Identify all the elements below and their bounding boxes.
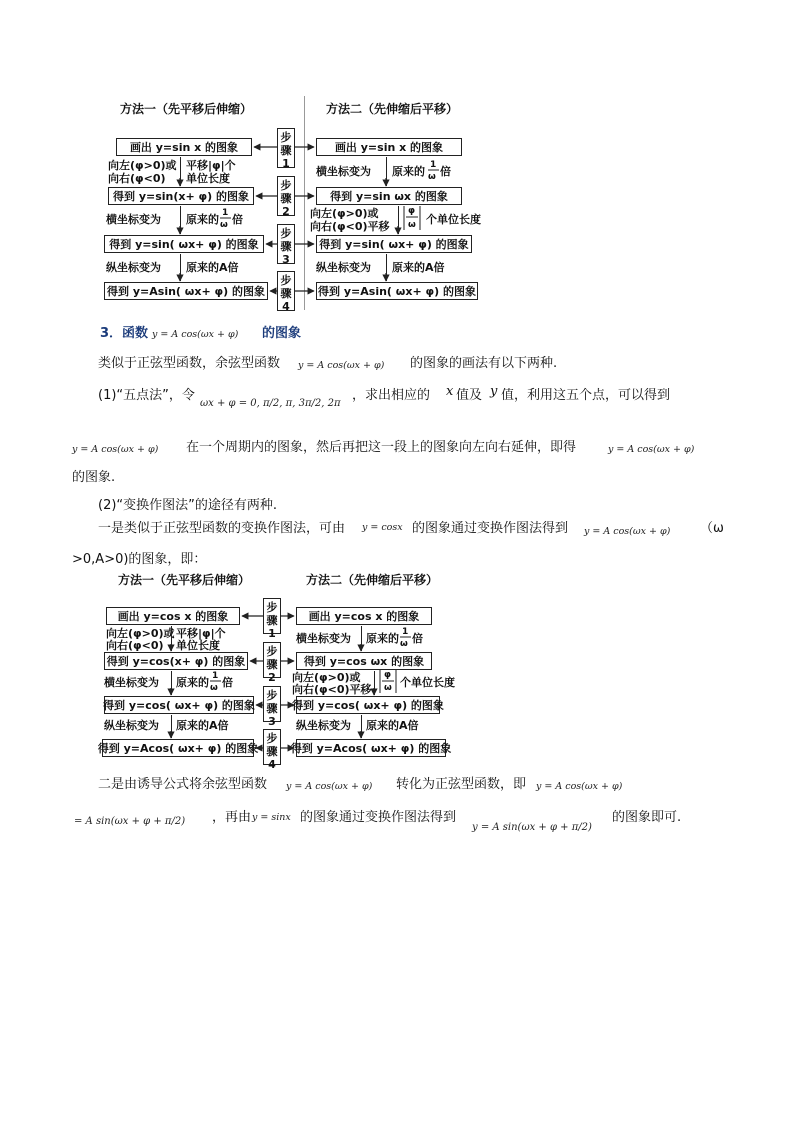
diagram2-step-4: 步骤4 (263, 729, 281, 765)
diagram2-heading-right: 方法二（先伸缩后平移） (306, 573, 439, 587)
formula-p2: ωx + φ = 0, π/2, π, 3π/2, 2π (200, 398, 341, 409)
para6-a: 一是类似于正弦型函数的变换作图法，可由 (98, 521, 346, 536)
diagram1-step-3: 步骤3 (277, 224, 295, 264)
formula-p8: y = A cos(ωx + φ) (286, 781, 373, 792)
diagram2-left-box-2: 得到 y=cos(x+ φ) 的图象 (104, 652, 248, 670)
diagram1-heading-right: 方法二（先伸缩后平移） (326, 102, 459, 116)
formula-p9: = A sin(ωx + φ + π/2) (74, 816, 186, 827)
diagram1-step-1: 步骤1 (277, 128, 295, 168)
diagram1-left-t1a: 向左(φ>0)或 (108, 159, 177, 172)
diagram1-left-box-1: 画出 y=sin x 的图象 (116, 138, 252, 156)
diagram2-left-t1c: 平移|φ|个 (176, 627, 226, 640)
diagram2-left-box-3: 得到 y=cos( ωx+ φ) 的图象 (104, 696, 254, 714)
diagram1-left-box-3: 得到 y=sin( ωx+ φ) 的图象 (104, 235, 264, 253)
diagram1-heading-left: 方法一（先平移后伸缩） (120, 102, 253, 116)
diagram2-left-t3b: 原来的A倍 (176, 719, 229, 732)
diagram2-left-t1a: 向左(φ>0)或 (106, 627, 175, 640)
para6-b: 的图象通过变换作图法得到 (412, 521, 569, 536)
diagram1-left-box-4: 得到 y=Asin( ωx+ φ) 的图象 (104, 282, 268, 300)
diagram2-left-t1d: 单位长度 (176, 639, 220, 652)
diagram1-right-t1a: 横坐标变为 (316, 165, 371, 178)
diagram1-right-frac-den: ω (428, 172, 436, 182)
para9-a: ，再由 (212, 810, 252, 825)
para2-a: (1)“五点法”，令 (98, 388, 195, 403)
section-title-suffix: 的图象 (262, 326, 302, 341)
para9-b: 的图象通过变换作图法得到 (300, 810, 457, 825)
diagram2-right-frac-omega: ω (384, 683, 392, 693)
formula-p8b: y = A cos(ωx + φ) (536, 781, 623, 792)
diagram2-right-t1b: 原来的 (366, 632, 399, 645)
diagram1-left-frac-num: 1 (222, 208, 229, 218)
para2-x: x (446, 384, 454, 399)
diagram1-right-box-2: 得到 y=sin ωx 的图象 (316, 187, 462, 205)
diagram2-left-t2b: 原来的 (176, 676, 209, 689)
diagram1-right-frac-omega: ω (408, 220, 416, 230)
diagram1-left-t1d: 单位长度 (186, 172, 230, 185)
diagram1-left-t3b: 原来的A倍 (186, 261, 239, 274)
formula-p9b: y = sinx (252, 812, 291, 823)
formula-title: y = A cos(ωx + φ) (152, 329, 239, 340)
diagram1-left-t2a: 横坐标变为 (106, 213, 161, 226)
diagram1-left-t1c: 平移|φ|个 (186, 159, 236, 172)
section-number: 3． (100, 326, 123, 341)
diagram2-right-t3a: 纵坐标变为 (296, 719, 351, 732)
diagram2-right-box-4: 得到 y=Acos( ωx+ φ) 的图象 (296, 739, 446, 757)
diagram1-right-box-3: 得到 y=sin( ωx+ φ) 的图象 (316, 235, 472, 253)
para1-a: 类似于正弦型函数，余弦型函数 (98, 356, 281, 371)
diagram2-right-box-2: 得到 y=cos ωx 的图象 (296, 652, 432, 670)
diagram1-step-4: 步骤4 (277, 271, 295, 311)
para2-y: y (490, 384, 498, 399)
diagram2-left-frac-den: ω (210, 683, 218, 693)
formula-p3b: y = A cos(ωx + φ) (608, 444, 695, 455)
diagram2-right-t1c: 倍 (412, 632, 423, 645)
diagram2-left-t2c: 倍 (222, 676, 233, 689)
diagram1-right-box-1: 画出 y=sin x 的图象 (316, 138, 462, 156)
diagram2-right-t2c: 个单位长度 (400, 676, 455, 689)
diagram1-right-t2c: 个单位长度 (426, 213, 481, 226)
diagram2-left-t3a: 纵坐标变为 (104, 719, 159, 732)
diagram1-right-t1b: 原来的 (392, 165, 425, 178)
diagram1-right-t3a: 纵坐标变为 (316, 261, 371, 274)
diagram1-right-t3b: 原来的A倍 (392, 261, 445, 274)
formula-p3: y = A cos(ωx + φ) (72, 444, 159, 455)
diagram1-left-t1b: 向右(φ<0) (108, 172, 166, 185)
diagram2-left-t1b: 向右(φ<0) (106, 639, 164, 652)
section-title-prefix: 函数 (122, 326, 149, 341)
para7: >0,A>0)的图象，即： (72, 552, 207, 567)
diagram2-right-frac-num: 1 (402, 627, 409, 637)
diagram2-step-3: 步骤3 (263, 686, 281, 722)
diagram1-right-frac-num: 1 (430, 160, 437, 170)
diagram1-left-frac-den: ω (220, 220, 228, 230)
diagram2-left-frac-num: 1 (212, 671, 219, 681)
formula-p1: y = A cos(ωx + φ) (298, 360, 385, 371)
diagram2-right-t1a: 横坐标变为 (296, 632, 351, 645)
diagram2-right-t2a: 向左(φ>0)或 (292, 671, 361, 684)
diagram2-heading-left: 方法一（先平移后伸缩） (118, 573, 251, 587)
diagram1-left-t2b: 原来的 (186, 213, 219, 226)
diagram1-right-t1c: 倍 (440, 165, 451, 178)
diagram2-left-box-4: 得到 y=Acos( ωx+ φ) 的图象 (102, 739, 254, 757)
para8-a: 二是由诱导公式将余弦型函数 (98, 777, 268, 792)
diagram2-right-box-3: 得到 y=cos( ωx+ φ) 的图象 (296, 696, 440, 714)
diagram2-step-2: 步骤2 (263, 642, 281, 678)
formula-p6: y = cosx (362, 522, 403, 533)
diagram1-left-t2c: 倍 (232, 213, 243, 226)
para9-c: 的图象即可. (612, 810, 682, 825)
para5: (2)“变换作图法”的途径有两种. (98, 498, 278, 513)
diagram2-left-box-1: 画出 y=cos x 的图象 (106, 607, 240, 625)
diagram2-step-1: 步骤1 (263, 598, 281, 634)
diagram1-left-t3a: 纵坐标变为 (106, 261, 161, 274)
diagram2-right-box-1: 画出 y=cos x 的图象 (296, 607, 432, 625)
para2-d: 值，利用这五个点，可以得到 (501, 388, 671, 403)
para1-b: 的图象的画法有以下两种. (410, 356, 558, 371)
diagram1-right-box-4: 得到 y=Asin( ωx+ φ) 的图象 (316, 282, 478, 300)
diagram1-step-2: 步骤2 (277, 176, 295, 216)
diagram2-right-t2b: 向右(φ<0)平移 (292, 683, 372, 696)
diagram1-right-t2b: 向右(φ<0)平移 (310, 220, 390, 233)
para2-c: 值及 (456, 388, 483, 403)
diagram2-left-t2a: 横坐标变为 (104, 676, 159, 689)
diagram1-left-box-2: 得到 y=sin(x+ φ) 的图象 (108, 187, 254, 205)
diagram2-right-frac-den: ω (400, 639, 408, 649)
formula-p9c: y = A sin(ωx + φ + π/2) (472, 822, 592, 833)
diagram2-right-frac-phi: φ (384, 670, 392, 680)
diagram2-right-t3b: 原来的A倍 (366, 719, 419, 732)
formula-p6b: y = A cos(ωx + φ) (584, 526, 671, 537)
para4: 的图象. (72, 470, 116, 485)
para2-b: ，求出相应的 (352, 388, 431, 403)
diagram1-right-frac-phi: φ (408, 206, 416, 216)
para6-c: （ω (700, 521, 724, 536)
para3-a: 在一个周期内的图象，然后再把这一段上的图象向左向右延伸，即得 (186, 440, 577, 455)
diagram1-right-t2a: 向左(φ>0)或 (310, 207, 379, 220)
para8-b: 转化为正弦型函数，即 (396, 777, 527, 792)
